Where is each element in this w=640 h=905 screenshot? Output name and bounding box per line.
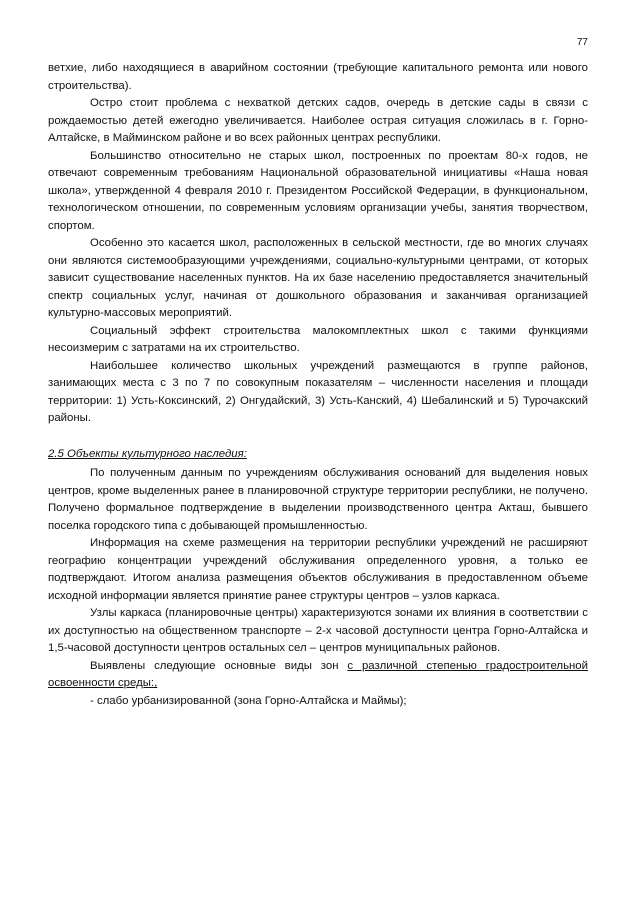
paragraph-zones	[48, 658, 588, 693]
paragraph-social-effect: Социальный эффект строительства малокомплектных школ с такими функциями несоизмерим с затратами на их строительство.	[48, 324, 588, 354]
list-item: - слабо урбанизированной (зона Горно-Алтайска и Маймы);	[90, 694, 407, 707]
paragraph-old-schools: Большинство относительно не старых школ, построенных по проектам 80-х годов, не отвечают современным требованиям Национальной образовательной инициативы «Наша новая школа», утвержденной 4 февраля 2010 г. Президентом Российской Федерации, в функциональном, технологическом отношении, по современным условиям организации учебы, занятия творчеством, спортом.	[48, 149, 588, 232]
spacer	[48, 428, 588, 446]
paragraph-kindergartens: Остро стоит проблема с нехваткой детских садов, очередь в детские сады в связи с рождаемостью детей ежегодно увеличивается. Наиболее острая ситуация сложилась в г. Горно-Алтайске, в Майминском районе и во всех районных центрах республики.	[48, 97, 588, 144]
document-body	[48, 60, 588, 710]
paragraph-framework-nodes: Узлы каркаса (планировочные центры) характеризуются зонами их влияния в соответствии с их доступностью на общественном транспорте – 2-х часовой доступности центра Горно-Алтайска и 1,5-часовой доступности центров остальных сел – центров муниципальных районов.	[48, 607, 588, 654]
paragraph-information-scheme: Информация на схеме размещения на территории республики учреждений не расширяют географию концентрации учреждений обслуживания определенного уровня, а только ее подтверждают. Итогом анализа размещения объектов обслуживания в предоставленном объеме исходной информации является принятие ранее структуры центров – узлов каркаса.	[48, 537, 588, 602]
paragraph-rural-schools: Особенно это касается школ, расположенных в сельской местности, где во многих случаях они являются системообразующими учреждениями, социально-культурными центрами, от которых зависит существование населенных пунктов. На их базе населению предоставляется значительный спектр социальных услуг, начиная от дошкольного образования и заканчивая организацией культурно-массовых мероприятий.	[48, 237, 588, 319]
paragraph-school-districts: Наибольшее количество школьных учреждений размещаются в группе районов, занимающих места с 3 по 7 по совокупным показателям – численности населения и площади территории: 1) Усть-Коксинский, 2) Онгудайский, 3) Усть-Канский, 4) Шебалинский и 5) Турочакский районы.	[48, 359, 588, 424]
paragraph-continuation: ветхие, либо находящиеся в аварийном состоянии (требующие капитального ремонта или нового строительства).	[48, 62, 588, 92]
section-heading: 2.5 Объекты культурного наследия:	[48, 447, 247, 460]
zones-lead-text: Выявлены следующие основные виды зон	[90, 659, 348, 672]
zones-underlined-text: с различной степенью градостроительной освоенности среды:,	[48, 659, 588, 689]
paragraph-new-centers: По полученным данным по учреждениям обслуживания оснований для выделения новых центров, кроме выделенных ранее в планировочной структуре территории республики, не получено. Получено формальное подтверждение в выделении производственного центра Акташ, бывшего поселка городского типа с добывающей промышленностью.	[48, 467, 588, 532]
page-number: 77	[576, 37, 588, 48]
